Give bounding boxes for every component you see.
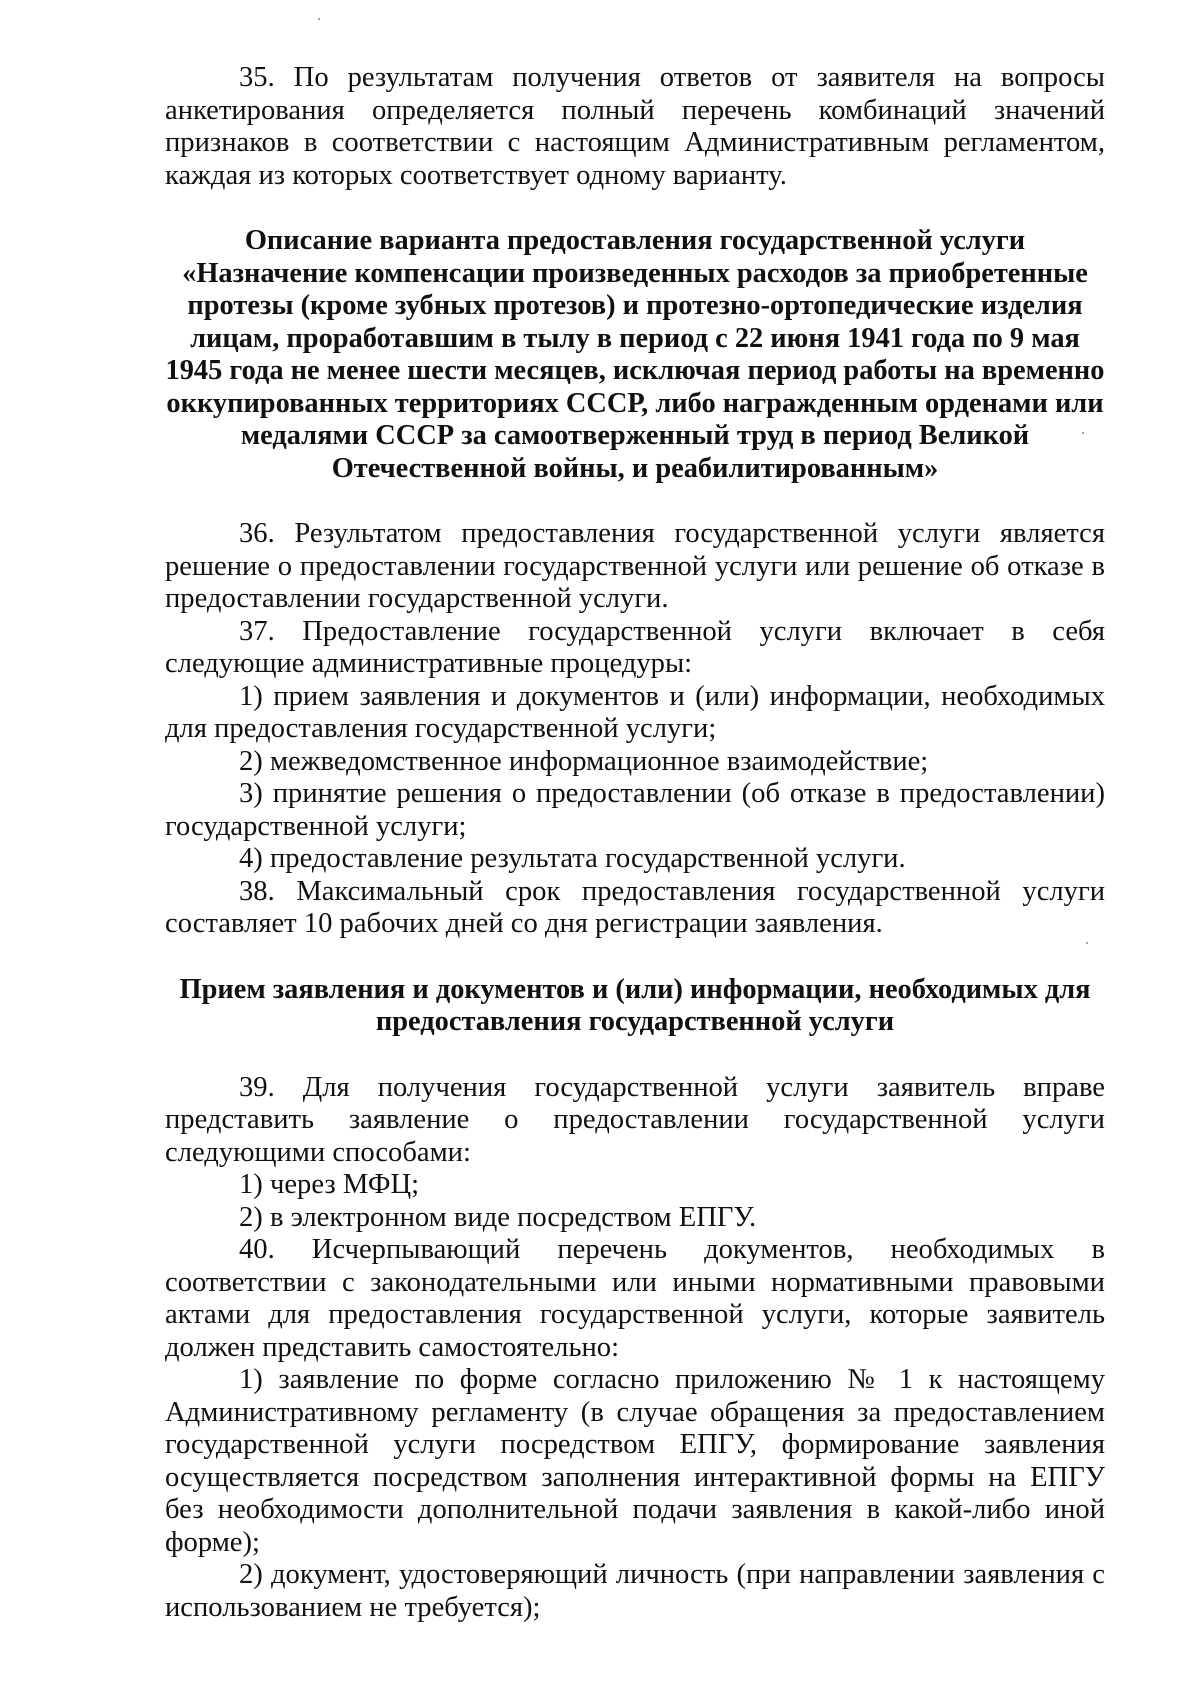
section-heading-variant-description: Описание варианта предоставления государственной услуги «Назначение компенсации произведенных расходов за приобретенные протезы (кроме зубных протезов) и протезно-ортопедические изделия лицам, проработавшим в тылу в период с 22 июня 1941 года по 9 мая 1945 года не менее шести месяцев, исключая период работы на временно оккупированных территориях СССР, либо награжденным орденами или медалями СССР за самоотверженный труд в период Великой Отечественной войны, и реабилитированным» (165, 225, 1105, 484)
list-item-40-1: 1) заявление по форме согласно приложению № 1 к настоящему Административному регламенту (в случае обращения за предоставлением государственной услуги посредством ЕПГУ, формирование заявления осуществляется посредством заполнения интерактивной формы на ЕПГУ без необходимости дополнительной подачи заявления в какой-либо иной форме); (165, 1364, 1105, 1558)
paragraph-36: 36. Результатом предоставления государственной услуги является решение о предоставлении государственной услуги или решение об отказе в предоставлении государственной услуги. (165, 518, 1105, 614)
paragraph-39: 39. Для получения государственной услуги заявитель вправе представить заявление о предоставлении государственной услуги следующими способами: (165, 1071, 1105, 1168)
paragraph-35: 35. По результатам получения ответов от заявителя на вопросы анкетирования определяется полный перечень комбинаций значений признаков в соответствии с настоящим Административным регламентом, каждая из которых соответствует одному варианту. (165, 62, 1105, 191)
list-item-37-3: 3) принятие решения о предоставлении (об отказе в предоставлении) государственной услуги; (165, 778, 1105, 842)
list-item-39-2: 2) в электронном виде посредством ЕПГУ. (239, 1201, 757, 1233)
section-heading-application-intake: Прием заявления и документов и (или) информации, необходимых для предоставления государственной услуги (179, 973, 1091, 1037)
list-item-37-4: 4) предоставление результата государственной услуги. (239, 843, 906, 874)
paragraph-40: 40. Исчерпывающий перечень документов, необходимых в соответствии с законодательными или иными нормативными правовыми актами для предоставления государственной услуги, которые заявитель должен представить самостоятельно: (165, 1234, 1105, 1363)
list-item-37-2: 2) межведомственное информационное взаимодействие; (239, 745, 929, 777)
paragraph-38: 38. Максимальный срок предоставления государственной услуги составляет 10 рабочих дней со дня регистрации заявления. (165, 875, 1105, 939)
document-body (165, 62, 1105, 1624)
scan-speck (318, 18, 320, 20)
list-item-37-1: 1) прием заявления и документов и (или) информации, необходимых для предоставления государственной услуги; (165, 680, 1105, 744)
list-item-40-2: 2) документ, удостоверяющий личность (при направлении заявления с использованием не требуется); (165, 1559, 1105, 1623)
list-item-39-1: 1) через МФЦ; (239, 1169, 420, 1200)
paragraph-37: 37. Предоставление государственной услуги включает в себя следующие административные процедуры: (165, 615, 1105, 679)
